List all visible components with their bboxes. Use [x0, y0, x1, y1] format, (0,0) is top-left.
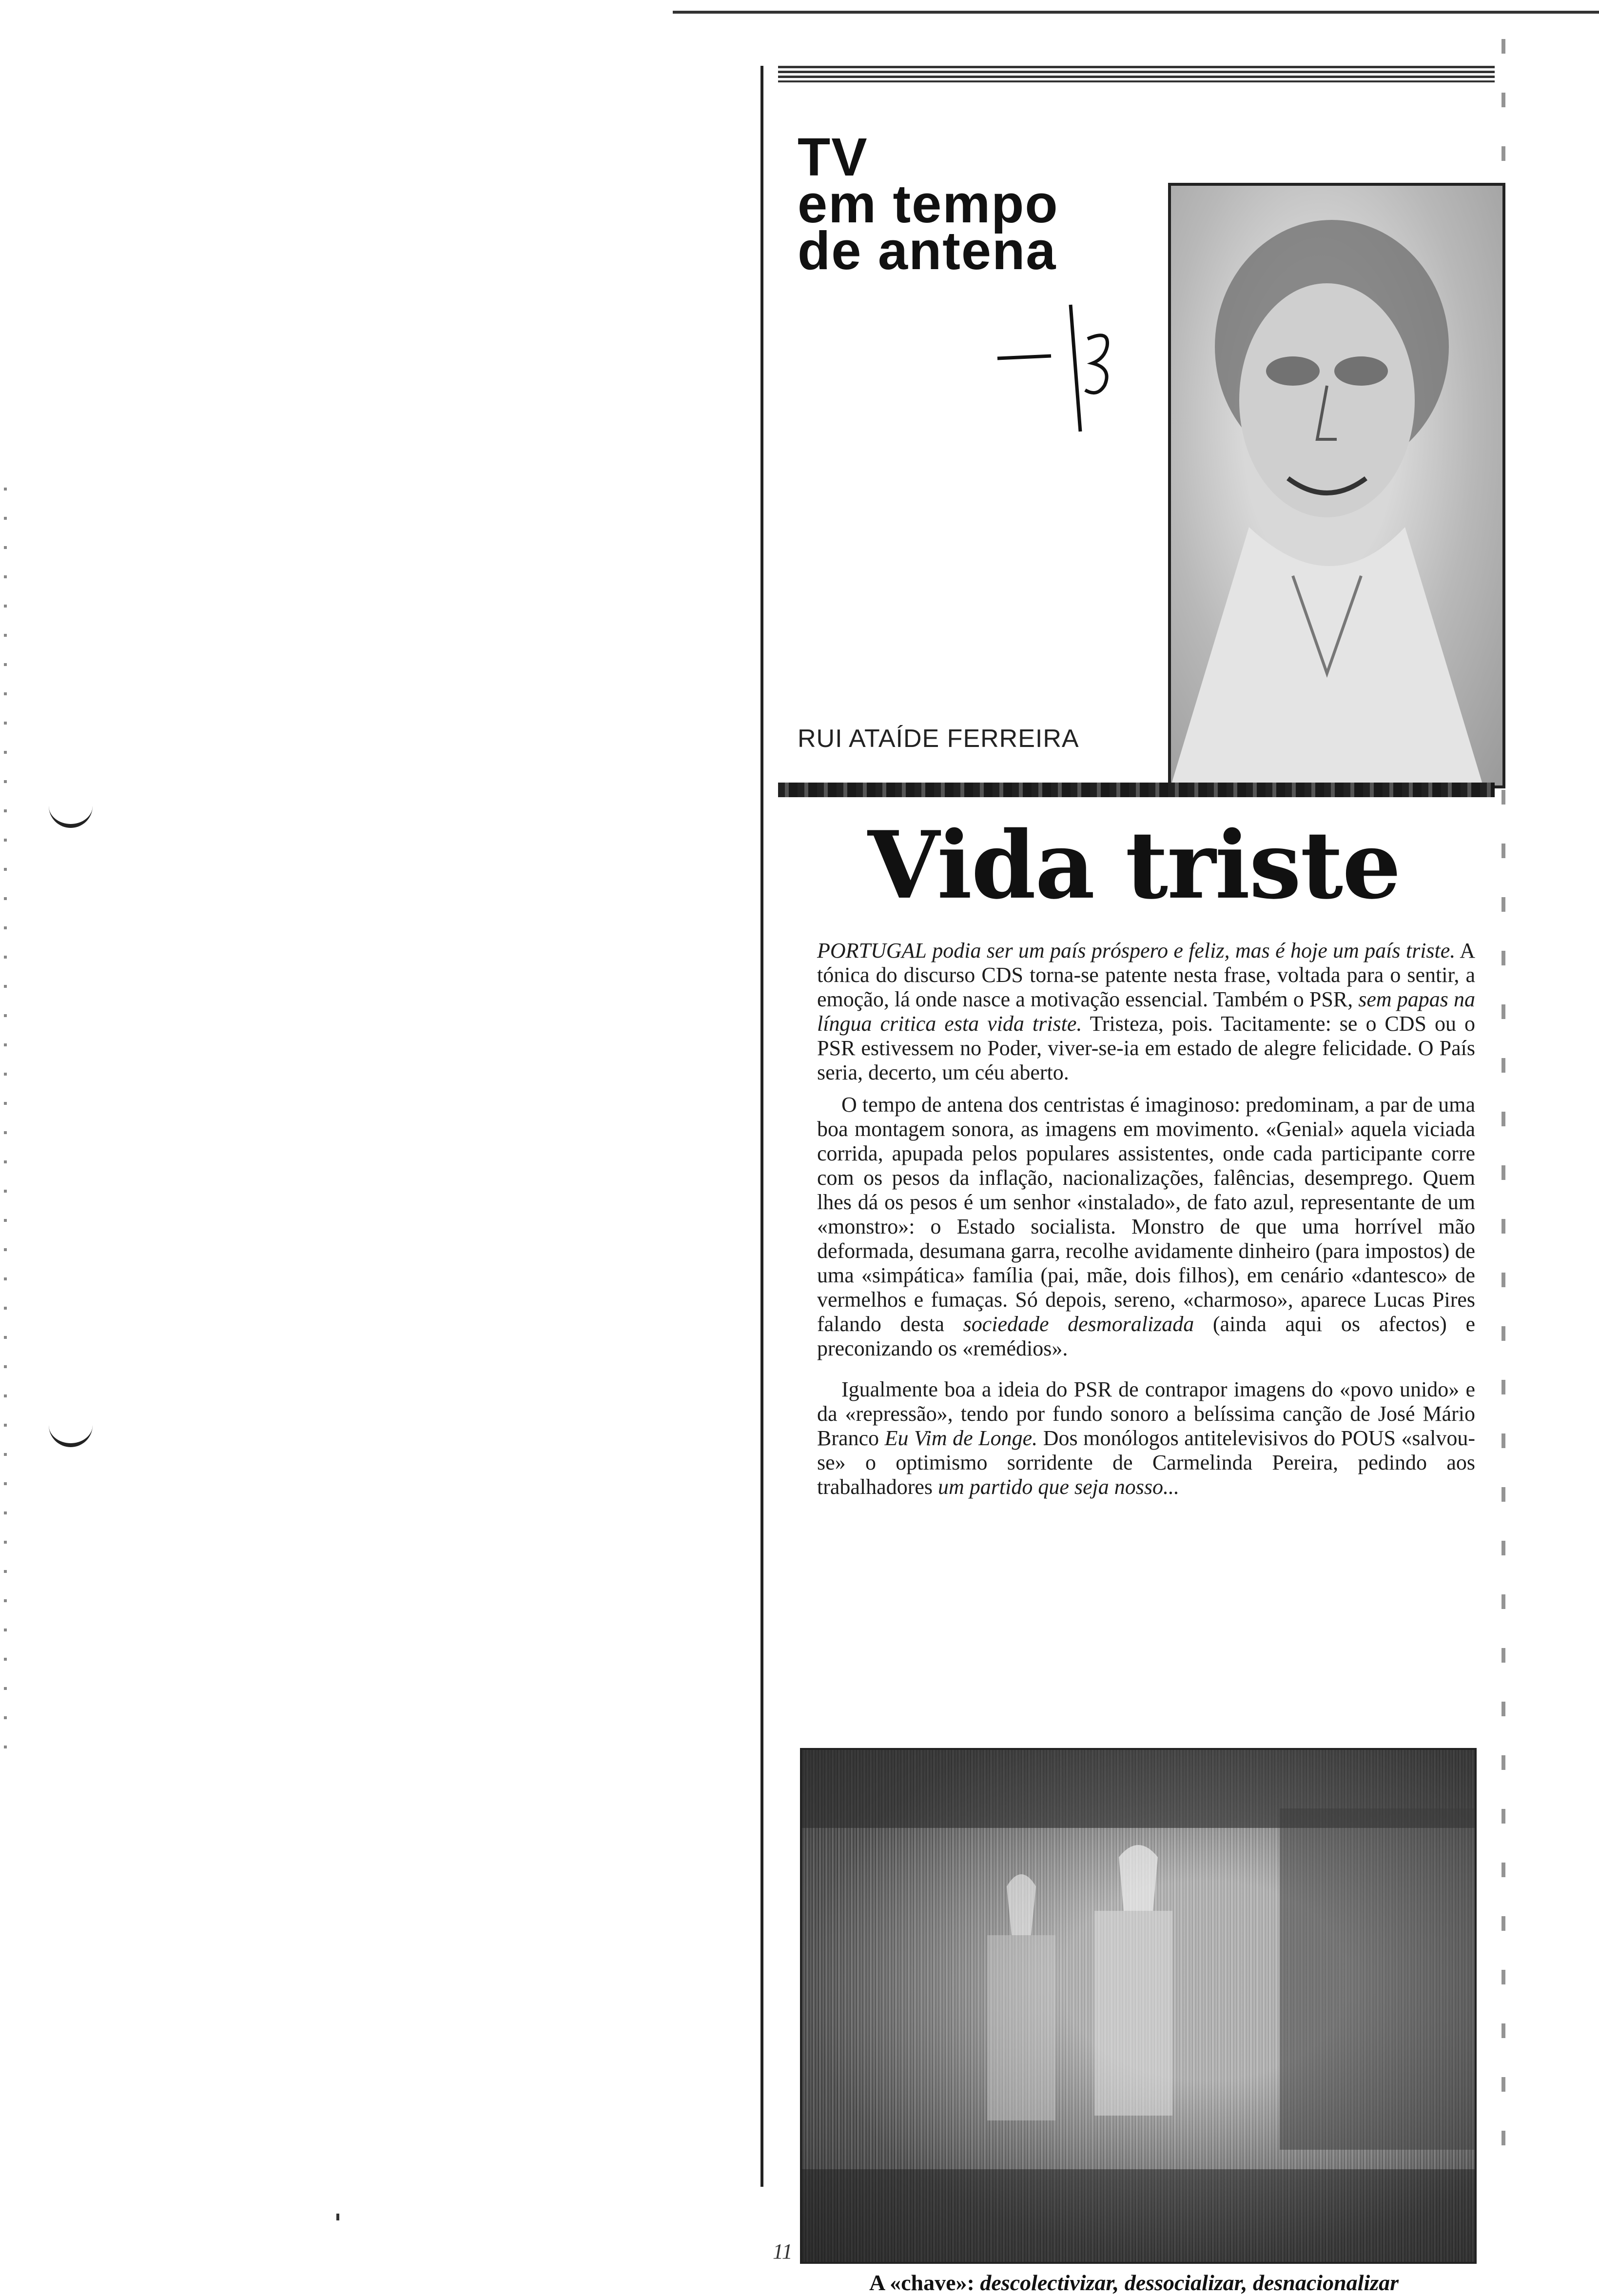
- paragraph-text: Dos monólogos antitelevisivos do POUS «salvou-se» o optimismo sorridente de Carmelinda Pereira, pedindo aos trabalhadores: [817, 1426, 1476, 1499]
- italic-phrase: sociedade desmoralizada: [963, 1312, 1194, 1336]
- italic-phrase: um partido que seja nosso...: [938, 1475, 1179, 1499]
- section-rule: [778, 783, 1495, 797]
- photo-caption: [793, 2270, 1475, 2296]
- paragraph: [817, 939, 1475, 1085]
- paragraph-text: O tempo de antena dos centristas é imaginoso: predominam, a par de uma boa montagem sonora, as imagens em movimento. «Genial» aquela viciada corrida, apupada pelos populares assistentes, onde cada participante corre com os pesos da inflação, nacionalizações, falências, desemprego. Quem lhes dá os pesos é um senhor «instalado», de fato azul, representante de um «monstro»: o Estado socialista. Monstro de que uma horrível mão deformada, desumana garra, recolhe avidamente dinheiro (para impostos) de uma «simpática» família (pai, mãe, dois filhos), em cenário «dantesco» de vermelhos e fumaças. Só depois, sereno, «charmoso», aparece Lucas Pires falando desta: [817, 1093, 1475, 1336]
- punch-hole-mark: [49, 800, 93, 828]
- scan-edge-top: [673, 0, 1599, 14]
- paragraph-text: (ainda aqui os afectos) e preconizando os «remédios».: [817, 1312, 1475, 1360]
- author-byline: RUI ATAÍDE FERREIRA: [798, 725, 1079, 753]
- article-headline: Vida triste: [867, 811, 1401, 920]
- caption-lead: A «chave»:: [869, 2270, 975, 2295]
- tv-still-drawing: [802, 1750, 1475, 2262]
- paragraph-text: Igualmente boa a ideia do PSR de contrapor imagens do «povo unido» e da «repressão», tendo por fundo sonoro a belíssima canção de José Mário Branco: [817, 1377, 1475, 1450]
- handwritten-note-drawing: [988, 285, 1124, 441]
- column-header: [778, 90, 1495, 783]
- scan-tick: [336, 2214, 339, 2220]
- scan-dots-left: [4, 488, 7, 1755]
- italic-phrase: Eu Vim de Longe.: [884, 1426, 1038, 1450]
- punch-hole-mark: [49, 1419, 93, 1447]
- lead-word: PORTUGAL: [817, 939, 927, 962]
- paragraph: [817, 1377, 1475, 1499]
- paragraph-text: A tónica do discurso CDS torna-se patente nesta frase, voltada para o sentir, a emoção, lá onde nasce a motivação essencial. Também o PSR,: [817, 939, 1476, 1011]
- author-portrait-photo: [1168, 183, 1505, 788]
- caption-italic: descolectivizar, dessocializar, desnacionalizar: [980, 2270, 1399, 2295]
- kicker-line: TV: [798, 127, 868, 187]
- italic-phrase: critica esta vida triste.: [880, 1012, 1082, 1036]
- paragraph-text: Tristeza, pois. Tacitamente: se o CDS ou o PSR estivessem no Poder, viver-se-ia em estado de alegre felicidade. O País seria, decerto, um céu aberto.: [817, 1012, 1476, 1084]
- kicker-line: em tempo: [798, 174, 1059, 234]
- kicker-line: de antena: [798, 221, 1057, 281]
- handwritten-note: [988, 285, 1124, 441]
- tv-still-photo: [800, 1748, 1477, 2264]
- paragraph: [817, 1093, 1475, 1361]
- portrait-drawing: [1171, 186, 1502, 785]
- italic-phrase: podia ser um país próspero e feliz, mas é hoje um país triste.: [932, 939, 1456, 962]
- column-kicker: [798, 127, 1059, 281]
- page-number: 11: [773, 2239, 793, 2263]
- italic-phrase: sem papas na língua: [817, 987, 1476, 1036]
- top-rule: [778, 66, 1495, 82]
- article-body: [817, 939, 1475, 1507]
